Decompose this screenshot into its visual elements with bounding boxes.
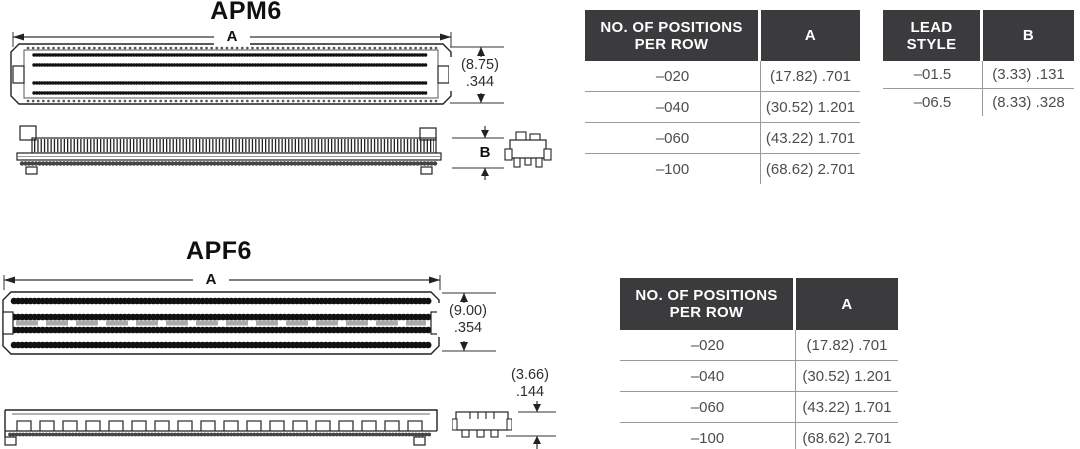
col-header-positions — [620, 278, 793, 330]
table-row — [620, 330, 898, 360]
apf6-height-imperial: .354 — [453, 320, 483, 336]
table-header — [883, 10, 1074, 61]
cell-a: (17.82) .701 — [795, 330, 898, 360]
apf6-lead-metric: (3.66) — [511, 367, 549, 383]
apf6-top-view-drawing — [2, 290, 442, 358]
apf6-dim-a-label: A — [193, 272, 229, 288]
table-row — [883, 88, 1074, 116]
col-header-a: A — [761, 10, 860, 61]
apm6-positions-table — [585, 10, 860, 184]
cell-lead-style: –06.5 — [913, 94, 952, 111]
col-header-lead-style — [883, 10, 980, 61]
cell-a: (68.62) 2.701 — [795, 423, 898, 449]
table-row — [585, 153, 860, 184]
apm6-title: APM6 — [210, 0, 282, 25]
apf6-height-metric: (9.00) — [449, 303, 487, 319]
table-row — [585, 91, 860, 122]
table-header — [585, 10, 860, 61]
cell-a: (68.62) 2.701 — [760, 154, 860, 184]
table-row — [585, 61, 860, 91]
cell-a: (43.22) 1.701 — [760, 123, 860, 153]
header-line-1: NO. OF POSITIONS — [635, 287, 778, 304]
col-header-positions — [585, 10, 758, 61]
col-header-b: B — [983, 10, 1074, 61]
table-body — [620, 330, 898, 449]
table-row — [620, 391, 898, 422]
apm6-side-view-drawing — [12, 120, 444, 178]
table-row — [620, 422, 898, 449]
apf6-title: APF6 — [186, 237, 252, 265]
cell-positions: –040 — [655, 98, 690, 116]
cell-positions: –100 — [690, 429, 725, 447]
cell-positions: –060 — [655, 129, 690, 147]
table-header — [620, 278, 898, 330]
cell-a: (43.22) 1.701 — [795, 392, 898, 422]
header-line-2: PER ROW — [634, 35, 709, 53]
table-row — [883, 61, 1074, 88]
apm6-height-dim-text — [449, 57, 511, 91]
apm6-dim-b-label: B — [471, 145, 499, 161]
cell-positions: –060 — [690, 398, 725, 416]
header-line-1: LEAD — [910, 18, 953, 36]
apf6-positions-table — [620, 278, 898, 449]
apm6-end-view-drawing — [504, 128, 552, 176]
table-row — [620, 360, 898, 391]
cell-a: (17.82) .701 — [760, 61, 860, 91]
apm6-height-imperial: .344 — [465, 74, 495, 90]
table-body — [585, 61, 860, 184]
cell-positions: –020 — [690, 336, 725, 354]
apf6-lead-imperial: .144 — [515, 384, 545, 400]
cell-b: (3.33) .131 — [982, 61, 1074, 88]
cell-a: (30.52) 1.201 — [795, 361, 898, 391]
apf6-end-view-drawing — [452, 404, 512, 449]
cell-b: (8.33) .328 — [982, 89, 1074, 116]
col-header-a: A — [796, 278, 898, 330]
apf6-side-view-drawing — [0, 406, 442, 449]
cell-positions: –040 — [690, 367, 725, 385]
apf6-height-dim-text — [437, 303, 499, 337]
cell-a: (30.52) 1.201 — [760, 92, 860, 122]
header-line-1: NO. OF POSITIONS — [600, 18, 743, 36]
table-body — [883, 61, 1074, 116]
table-row — [585, 122, 860, 153]
lead-style-table — [883, 10, 1074, 116]
header-line-2: PER ROW — [669, 304, 744, 321]
apm6-top-view-drawing — [10, 43, 452, 106]
apm6-height-metric: (8.75) — [461, 57, 499, 73]
apf6-lead-dim-text — [501, 367, 559, 401]
cell-positions: –020 — [655, 67, 690, 85]
apm6-dim-a-label: A — [214, 29, 250, 45]
cell-positions: –100 — [655, 160, 690, 178]
header-line-2: STYLE — [906, 35, 957, 53]
cell-lead-style: –01.5 — [913, 66, 952, 83]
